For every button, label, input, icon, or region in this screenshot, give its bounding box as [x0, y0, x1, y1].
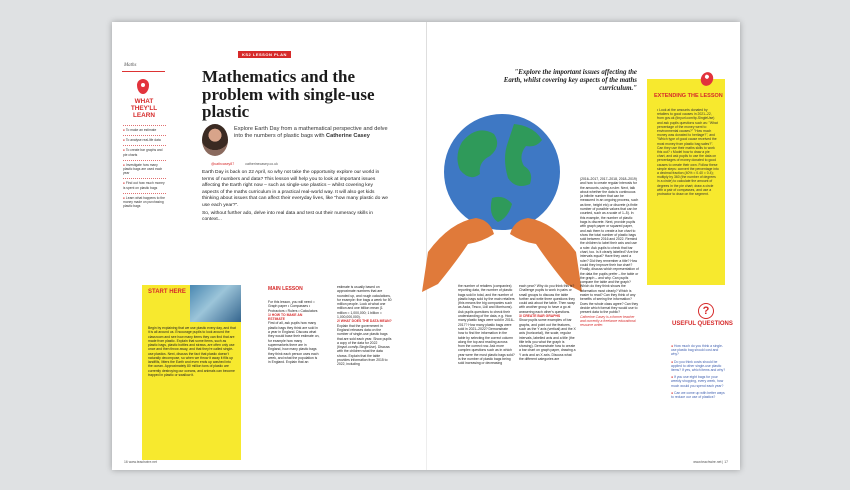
list-item: ● To analyse real-life data	[123, 135, 166, 142]
main-lesson-title: MAIN LESSON	[268, 286, 303, 292]
list-item: ● Can we come up with better ways to reduce our use of plastics?	[671, 391, 726, 399]
section-label: Maths	[124, 63, 137, 68]
what-theyll-learn-title: WHAT THEY'LL LEARN	[130, 98, 158, 119]
divider	[122, 71, 165, 72]
article-col3: the number of retailers (companies) reporting data, the number of plastic bags sold in total, and the number of plastic bags sold by the main retailers (this means the big companies such as Asda, Tesco, Lidl and Morrisons). Ask pupils questions to check their understanding of the data, e.g. How many plastic bags were sold in 2016–2017? How many plastic bags were sold in 2021–2022? Demonstrate how to find the information in the table by selecting the correct column along the top and reading across from the correct row. Ask more complex questions such as in which year were the most plastic bags sold? Is the number of plastic bags being sold increasing or decreasing	[458, 284, 515, 366]
heading: 2/ WHAT DOES THE DATA MEAN?	[337, 319, 392, 324]
body-text: Show pupils some examples of bar graphs, and point out the features, such as the Y axis (vertical) and the X axis (horizontal), the scale, regular intervals, labelled axis and a title (the title tells you what the graph is showing). Demonstrate how to create a bar chart on graph paper, drawing a Y axis and an X axis. Discuss what the different categories are	[519, 318, 576, 362]
lesson-plan-tag: KS2 LESSON PLAN	[238, 51, 291, 58]
main-lesson-col2	[337, 285, 393, 367]
standfirst	[234, 126, 390, 140]
list-item: ● Investigate how many plastic bags are used each year	[123, 160, 166, 176]
extending-text: • Look at the amounts donated by retailers to good causes in 2021–22, from gov.uk (tinyurl.com/tp-SingleUse) and ask pupils questions such as: "What percentage of the money went to environmental causes?" "How much money was donated to heritage?", and "Which type of good cause received the most money from plastic bag sales?". Can they use their maths skills to work this out? • Model how to draw a pie chart, and ask pupils to use the data on percentages of money donated to good causes to create their own. Follow these simple steps: convert the percentage into a decimal fraction (40% = 0.40 = 0.4); multiply by 360 (the number of degrees in a circle) to calculate the amount of degrees in the pie chart; draw a circle with a pair of compasses, and use a protractor to draw on the segment.	[657, 108, 719, 197]
pull-quote: "Explore the important issues affecting the Earth, whilst covering key aspects of the maths curriculum."	[503, 69, 637, 92]
start-here-title: START HERE	[148, 289, 186, 295]
avatar	[202, 124, 228, 156]
body-text: (2016–2017, 2017–2018, 2018–2019) and how to create regular intervals for the amounts, using a ruler. Next, talk about whether the data is continuous (a infinite number that can be measured in an ongoing process, such as time, height etc) or discrete (a finite number of possible values that can be counted, such as a scale of 1–5). In this example, the number of plastic bags is discrete. Next, provide pupils with graph paper or squared paper, and ask them to create a bar chart to show the total number of plastic bags sold between 2016 and 2022. Remind the children to label their axis and use a ruler. Ask pupils to check that bar chart, too. Is it clearly labelled? Are the intervals equal? Have they used a ruler? Did they remember a title? How could they improve their bar chart? Finally, discuss which representation of the data the pupils prefer – the table or the graph – and why. Can pupils compare the table and the graph? Which do they think shows the information most clearly? Which is easier to read? Can they think of any benefits of seeing the information? Does the whole class agree? Can they decide which format they would use to present data to the public?	[580, 177, 639, 315]
useful-questions-list	[671, 344, 726, 402]
author-credit: Catherine Casey is a former teacher and currently a freelance educational resource writer.	[580, 314, 636, 328]
heading: 1/ HOW TO MAKE AN ESTIMATE	[268, 312, 303, 322]
article-col5	[580, 177, 639, 327]
footer-left: 16 www.teachwire.net	[124, 460, 157, 464]
left-hand-icon	[422, 218, 494, 292]
list-item: ● To create bar graphs and pie charts	[123, 145, 166, 156]
list-item: ● How much do you think a single-use plastic bag should cost and why?	[671, 344, 726, 357]
body-text: First of all, ask pupils how many plastic bags they think are sold in a year in England. Discuss what they would base their estimate on, for example how many supermarkets there are in England, how many plastic bags they think each person uses each week, and what the population is in England. Explain that an	[268, 321, 320, 365]
website-link[interactable]: catherinecasey.co.uk	[245, 162, 278, 166]
materials-text: For this lesson, you will need: • Graph paper • Compasses • Protractors • Rulers • Calculators	[268, 300, 318, 313]
body-text: each year? Why do you think this is? Challenge pupils to work in pairs or small groups to discuss the table further and write three questions they could ask about the table. Then swap with another group to have a go at answering each other's questions.	[519, 284, 576, 314]
body-text: estimate is usually based on approximate numbers that are rounded up, and rough calculations, for example: five bags a week for 50 million people. Look at what one million and one billion mean (1 million = 1,000,000; 1 billion = 1,000,000,000).	[337, 285, 392, 320]
twitter-handle[interactable]: @cathcasey87	[211, 162, 235, 166]
list-item: ● To make an estimate	[123, 125, 166, 132]
globe-in-hands-illustration	[422, 102, 582, 292]
body-text: Explain that the government in England releases data on the number of single-use plastic bags that are sold each year. Show pupils a copy of the data for 2022 (tinyurl.com/tp-SingleUse). Discuss with the children what the data shows. Explain that the table provides information from 2015 to 2022, including	[337, 323, 392, 367]
list-item: ● Learn what happens to the money made on purchasing plastic bags	[123, 193, 166, 209]
author-name: Catherine Casey	[326, 133, 370, 140]
objectives-list	[123, 125, 166, 211]
pin-icon	[137, 79, 149, 94]
main-lesson-col1	[268, 300, 320, 364]
list-item: ● Do you think costs should be applied to other single-use plastic items? If yes, which items and why?	[671, 360, 726, 373]
start-here-text: Begin by explaining that we use plastic every day, and that it is all around us. Encourage pupils to look around the classroom and see how many items they can find that are made from plastic. Explain that some items, such as plastic bags, plastic bottles and straws, are often only use once and then throw away, and that they're called single-use plastics. Next, discuss the fact that plastic doesn't naturally decompose, so when we throw it away it fills up landfills, litters the Earth and even ends up washed into the ocean. Approximately 80 million tons of plastic are currently destroying our oceans, and animals can become trapped in plastic or swallow it.	[148, 326, 236, 377]
paragraph: So, without further ado, delve into real data and test out their numeracy skills in context...	[202, 210, 373, 223]
magazine-spread	[112, 22, 740, 470]
start-here-box	[142, 285, 241, 460]
author-socials	[211, 162, 288, 166]
page-title: Mathematics and the problem with single-use plastic	[202, 67, 375, 121]
useful-questions-title: USEFUL QUESTIONS	[672, 321, 733, 327]
intro-text	[202, 170, 390, 225]
footer-right: www.teachwire.net | 17	[693, 460, 728, 464]
heading: 3/ CREATE BAR GRAPHS	[519, 314, 561, 319]
article-col4	[519, 284, 576, 361]
standfirst-text: Explore Earth Day from a mathematical perspective and delve into the numbers of plastic bags with	[234, 126, 388, 140]
paragraph: Earth Day is back on 22 April, so why not take the opportunity explore our world in terms of numbers and data? This lesson will help you to look at important issues affecting the Earth right now – such as single-use plastics – whilst covering key aspects of the maths curriculum in a practical real-world way. It will also get kids thinking about issues that can affect their everyday lives, like "how many plastic do we use each year?".	[202, 170, 388, 208]
extending-title: EXTENDING THE LESSON	[654, 93, 723, 99]
extending-lesson-box	[647, 79, 725, 285]
right-hand-icon	[510, 218, 582, 292]
question-mark-icon: ?	[698, 303, 714, 319]
list-item: ● Find out how much money is spent on plastic bags	[123, 178, 166, 189]
list-item: ● If you use eight bags for your weekly shopping, every week, how much would you spend each year?	[671, 375, 726, 388]
ocean-plastic-photo	[190, 285, 241, 322]
